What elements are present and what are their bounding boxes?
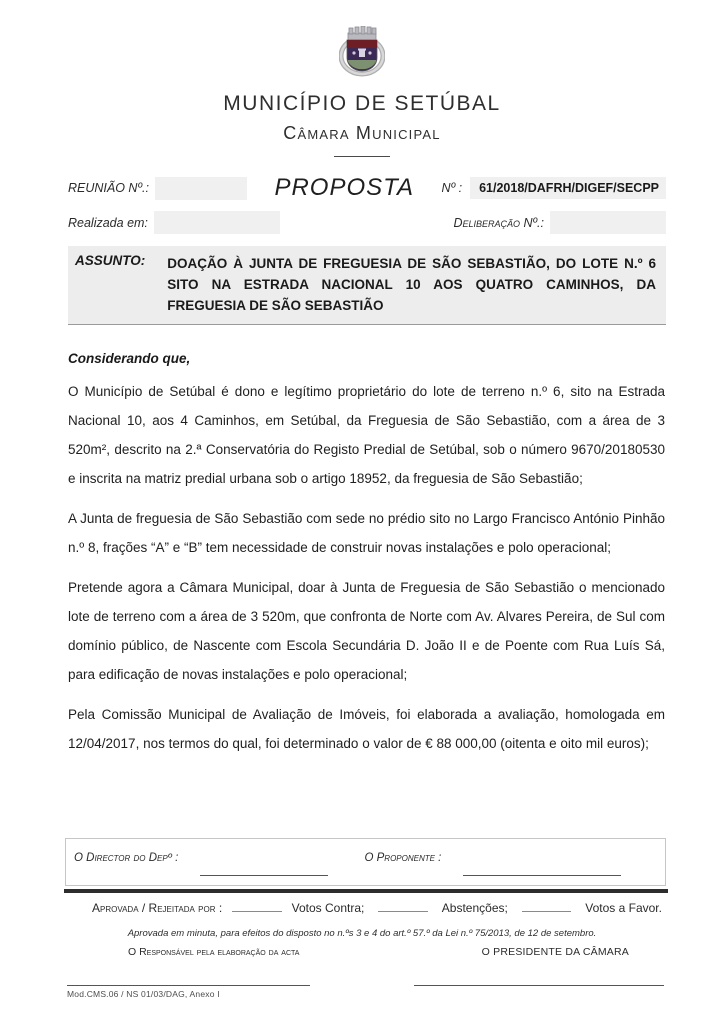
assunto-label: ASSUNTO:: [75, 253, 146, 268]
proponente-label: O Proponente :: [364, 852, 442, 864]
double-rule-divider: [64, 889, 668, 893]
form-row-2: [68, 211, 666, 234]
proponente-signature-block: [365, 852, 656, 876]
reuniao-input[interactable]: [155, 177, 247, 200]
votes-row: [92, 900, 662, 915]
signature-box: [65, 838, 666, 886]
municipality-title: MUNICÍPIO DE SETÚBAL: [223, 92, 501, 115]
form-row-1: [68, 174, 666, 202]
proposal-form-head: [68, 174, 666, 234]
votos-contra-label: Votos Contra;: [291, 901, 365, 915]
deliberacao-input[interactable]: [550, 211, 666, 234]
realizada-label: Realizada em:: [68, 215, 148, 230]
body-paragraph: A Junta de freguesia de São Sebastião com sede no prédio sito no Largo Francisco António Pinhão n.º 8, frações “A” e “B” tem necessidade de construir novas instalações e polo operacional;: [68, 511, 665, 555]
form-code: Mod.CMS.06 / NS 01/03/DAG, Anexo I: [67, 989, 220, 999]
director-label: O Director do Depº :: [74, 852, 179, 864]
assunto-row: [68, 246, 666, 325]
proponente-signature-line[interactable]: [463, 860, 621, 876]
numero-label: Nº :: [441, 181, 463, 195]
votos-favor-label: Votos a Favor.: [585, 901, 662, 915]
document-header: [0, 0, 724, 157]
aprovada-por-input[interactable]: [232, 900, 281, 912]
bottom-signature-lines: [67, 985, 664, 986]
reuniao-label: REUNIÃO Nº.:: [68, 181, 149, 195]
minuta-note: Aprovada em minuta, para efeitos do disposto no n.ºs 3 e 4 do art.º 57.º da Lei n.º 75/2013, de 12 de setembro.: [127, 928, 597, 939]
presidente-camara-label: O PRESIDENTE DA CÂMARA: [481, 946, 629, 958]
director-signature-block: [74, 852, 365, 876]
considerando-heading: Considerando que,: [68, 351, 191, 366]
votos-contra-input[interactable]: [378, 900, 427, 912]
abstencoes-input[interactable]: [522, 900, 571, 912]
body-paragraph: Pela Comissão Municipal de Avaliação de Imóveis, foi elaborada a avaliação, homologada em 12/04/2017, nos termos do qual, foi determinado o valor de € 88 000,00 (oitenta e oito mil euros);: [68, 707, 665, 751]
officials-row: [128, 946, 629, 958]
proposal-number-value: 61/2018/DAFRH/DIGEF/SECPP: [470, 177, 666, 199]
proposal-footer: [0, 838, 724, 999]
proposta-title: PROPOSTA: [274, 174, 415, 201]
responsavel-signature-line[interactable]: [67, 985, 310, 986]
council-subtitle: Câmara Municipal: [283, 123, 441, 143]
aprovada-rejeitada-label: Aprovada / Rejeitada por :: [92, 901, 223, 915]
assunto-value: DOAÇÃO À JUNTA DE FREGUESIA DE SÃO SEBASTIÃO, DO LOTE N.º 6 SITO NA ESTRADA NACIONAL 10 AOS QUATRO CAMINHOS, DA FREGUESIA DE SÃO SEBASTIÃO: [167, 256, 656, 313]
body-paragraph: Pretende agora a Câmara Municipal, doar à Junta de Freguesia de São Sebastião o mencionado lote de terreno com a área de 3 520m, que confronta de Norte com Av. Alvares Pereira, de Sul com domínio público, de Nascente com Escola Secundária D. João II e de Poente com Rua Luís Sá, para edificação de novas instalações e polo operacional;: [68, 580, 665, 682]
deliberacao-label: Deliberação Nº.:: [453, 215, 544, 230]
realizada-input[interactable]: [154, 211, 280, 234]
director-signature-line[interactable]: [200, 860, 328, 876]
abstencoes-label: Abstenções;: [441, 901, 508, 915]
setubal-coat-of-arms-icon: [339, 26, 385, 83]
header-divider: [334, 156, 390, 157]
proposal-body: [68, 351, 665, 758]
body-paragraph: O Município de Setúbal é dono e legítimo proprietário do lote de terreno n.º 6, sito na Estrada Nacional 10, aos 4 Caminhos, em Setúbal, da Freguesia de São Sebastião, com a área de 3 520m², descrito na 2.ª Conservatória do Registo Predial de Setúbal, sob o número 9670/20180530 e inscrita na matriz predial urbana sob o artigo 18952, da freguesia de São Sebastião;: [68, 384, 665, 486]
responsavel-acta-label: O Responsável pela elaboração da acta: [128, 946, 300, 958]
presidente-signature-line[interactable]: [414, 985, 664, 986]
